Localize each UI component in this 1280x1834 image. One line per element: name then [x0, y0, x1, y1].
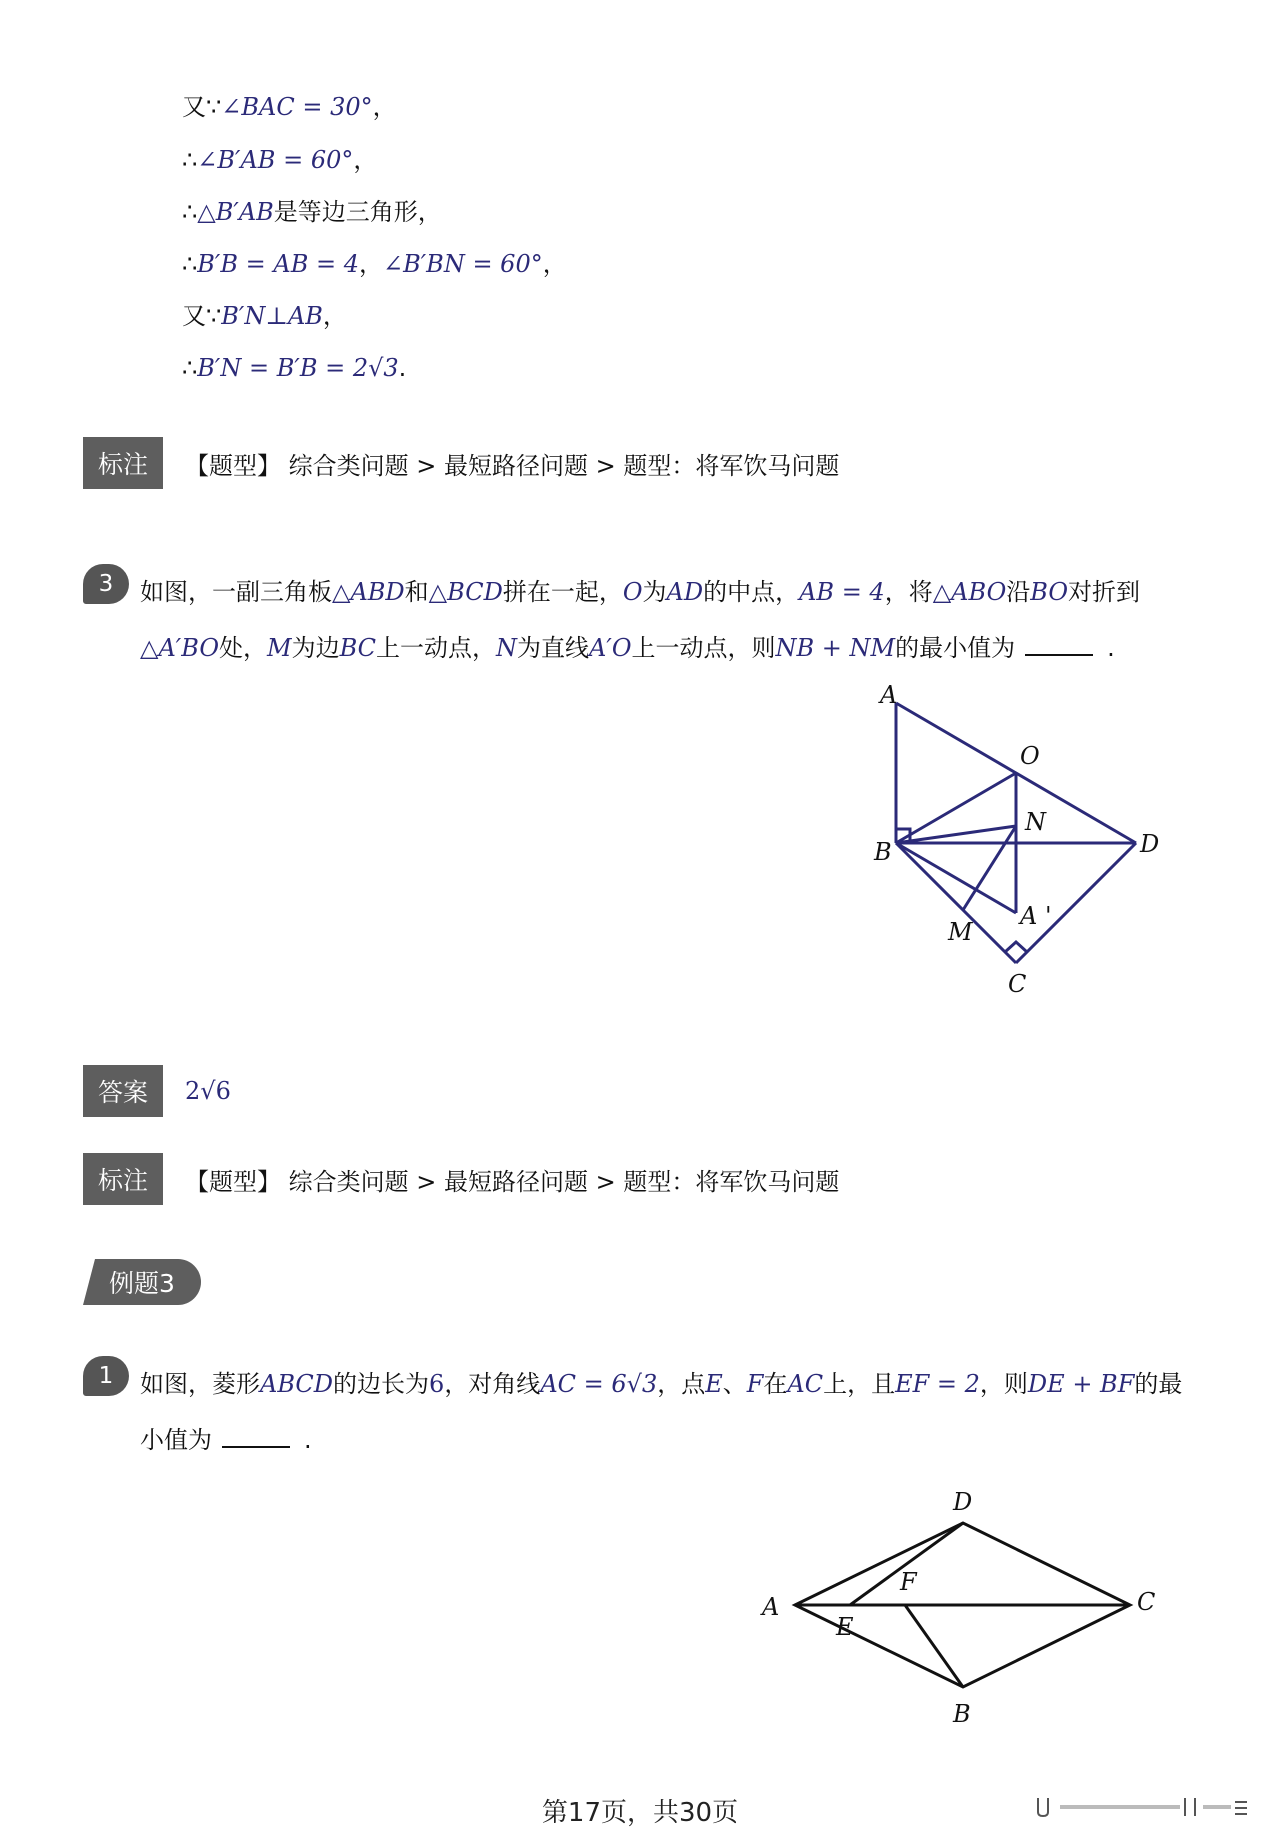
question-text: 为边: [291, 634, 340, 662]
question-1-figure: [750, 1470, 1156, 1730]
annotation-row-1: [83, 437, 839, 489]
math-expression: △ABD: [332, 578, 405, 606]
label-M: M: [948, 918, 973, 946]
proof-text: ，: [372, 93, 397, 121]
math-expression: EF = 2: [895, 1370, 980, 1398]
label-E: E: [836, 1613, 854, 1641]
question-text: 、: [722, 1370, 747, 1398]
question-3-figure: [860, 680, 1180, 1000]
proof-line: [182, 301, 347, 331]
divider-shape: [1060, 1805, 1180, 1809]
math-expression: B′N = B′B = 2√3: [197, 354, 399, 382]
proof-text: ∴: [182, 146, 198, 174]
math-expression: AC: [787, 1370, 824, 1398]
segment-BN: [896, 826, 1016, 843]
segment-FB: [905, 1605, 963, 1687]
math-expression: BC: [339, 634, 377, 662]
question-text: 的中点，: [703, 578, 800, 606]
math-expression: O: [622, 578, 643, 606]
annotation-text: 【题型】 综合类问题 > 最短路径问题 > 题型：将军饮马问题: [185, 451, 840, 480]
section-title-example-3: [83, 1259, 201, 1305]
math-expression: △A′BO: [140, 634, 219, 662]
math-expression: AD: [666, 578, 704, 606]
question-text: 处，: [219, 634, 267, 662]
math-expression: F: [746, 1370, 764, 1398]
math-expression: B′N⊥AB: [221, 302, 323, 330]
divider-shape: [1203, 1805, 1231, 1809]
question-text: ，对角线: [444, 1370, 541, 1398]
question-text: 的最: [1134, 1370, 1183, 1398]
label-A-prime: A ': [1020, 902, 1052, 930]
question-text: 上一动点，: [376, 634, 497, 662]
section-label: 例题3: [109, 1269, 175, 1298]
label-B: B: [874, 838, 892, 866]
proof-line: [182, 353, 406, 383]
math-expression: AC = 6√3: [540, 1370, 658, 1398]
proof-text: 又∵: [182, 93, 222, 121]
proof-line: [182, 145, 377, 175]
math-expression: △ABO: [932, 578, 1007, 606]
math-expression: E: [705, 1370, 723, 1398]
answer-value: 2√6: [185, 1077, 231, 1105]
math-expression: ∠B′AB = 60°: [197, 146, 354, 174]
label-A: A: [880, 681, 898, 709]
question-text: 上一动点，则: [631, 634, 776, 662]
answer-label: 答案: [83, 1065, 163, 1117]
question-1-line-1: [140, 1356, 1182, 1412]
question-text: 为: [642, 578, 667, 606]
proof-text: ，: [322, 302, 347, 330]
question-text: 沿: [1006, 578, 1031, 606]
math-expression: BO: [1030, 578, 1069, 606]
segment-BO: [896, 773, 1016, 843]
question-1-line-2: [140, 1412, 1182, 1468]
question-text: 为直线: [517, 634, 590, 662]
question-text: 拼在一起，: [502, 578, 623, 606]
annotation-text: 【题型】 综合类问题 > 最短路径问题 > 题型：将军饮马问题: [185, 1167, 840, 1196]
question-text: 对折到: [1068, 578, 1141, 606]
lines-icon: [1235, 1802, 1247, 1814]
question-text: ，则: [979, 1370, 1028, 1398]
question-text: 如图，一副三角板: [140, 578, 332, 606]
proof-text: ∴: [182, 354, 198, 382]
question-text: ，点: [657, 1370, 706, 1398]
label-D: D: [1140, 830, 1160, 858]
toolbar-icons: [1035, 1796, 1250, 1818]
label-D: D: [953, 1488, 973, 1516]
question-text: 和: [404, 578, 429, 606]
question-text: .: [1107, 634, 1115, 662]
math-expression: A′O: [589, 634, 632, 662]
question-text: 小值为: [140, 1426, 212, 1454]
proof-line: [182, 92, 397, 122]
math-expression: △B′AB: [197, 198, 274, 226]
answer-blank[interactable]: [1025, 632, 1093, 656]
question-3-text: [140, 564, 1140, 676]
math-expression: DE + BF: [1027, 1370, 1135, 1398]
question-3-line-2: [140, 620, 1140, 676]
proof-text: ，: [542, 250, 567, 278]
question-3-line-1: [140, 564, 1140, 620]
math-expression: B′B = AB = 4: [197, 250, 359, 278]
proof-text: 又∵: [182, 302, 222, 330]
answer-blank[interactable]: [222, 1424, 290, 1448]
question-number-badge: 3: [83, 564, 129, 604]
annotation-label: 标注: [83, 1153, 163, 1205]
proof-text: ∴: [182, 250, 198, 278]
proof-text: ，: [358, 250, 383, 278]
annotation-label: 标注: [83, 437, 163, 489]
question-text: 上，且: [823, 1370, 896, 1398]
question-text: .: [304, 1426, 312, 1454]
cup-icon: [1038, 1798, 1048, 1816]
math-expression: M: [267, 634, 292, 662]
question-text: ，将: [884, 578, 933, 606]
math-expression: ∠BAC = 30°: [221, 93, 373, 121]
math-expression: NB + NM: [775, 634, 896, 662]
question-text: 在: [763, 1370, 788, 1398]
label-B: B: [953, 1700, 971, 1728]
question-text: 如图，菱形: [140, 1370, 260, 1398]
proof-text: ∴: [182, 198, 198, 226]
label-A: A: [762, 1593, 780, 1621]
question-text: 的边长为: [333, 1370, 430, 1398]
label-N: N: [1025, 808, 1046, 836]
math-expression: N: [496, 634, 518, 662]
label-O: O: [1020, 742, 1040, 770]
math-expression: AB = 4: [799, 578, 885, 606]
proof-text: .: [398, 354, 407, 382]
proof-text: ，: [353, 146, 378, 174]
math-expression: ABCD: [260, 1370, 334, 1398]
math-expression: ∠B′BN = 60°: [382, 250, 543, 278]
question-1-text: [140, 1356, 1182, 1468]
bar-icon: [1185, 1798, 1195, 1816]
right-angle-mark-C: [1005, 942, 1027, 952]
proof-line: [182, 197, 442, 227]
page-number: 第17页，共30页: [541, 1798, 739, 1828]
math-number: 6: [429, 1370, 445, 1398]
label-C: C: [1008, 970, 1027, 998]
annotation-row-2: [83, 1153, 839, 1205]
proof-text: 是等边三角形，: [273, 198, 442, 226]
proof-line: [182, 249, 567, 279]
question-text: 的最小值为: [895, 634, 1016, 662]
label-C: C: [1137, 1588, 1156, 1616]
answer-row: [83, 1065, 231, 1117]
math-expression: △BCD: [428, 578, 503, 606]
label-F: F: [900, 1568, 917, 1596]
question-number-badge: 1: [83, 1356, 129, 1396]
